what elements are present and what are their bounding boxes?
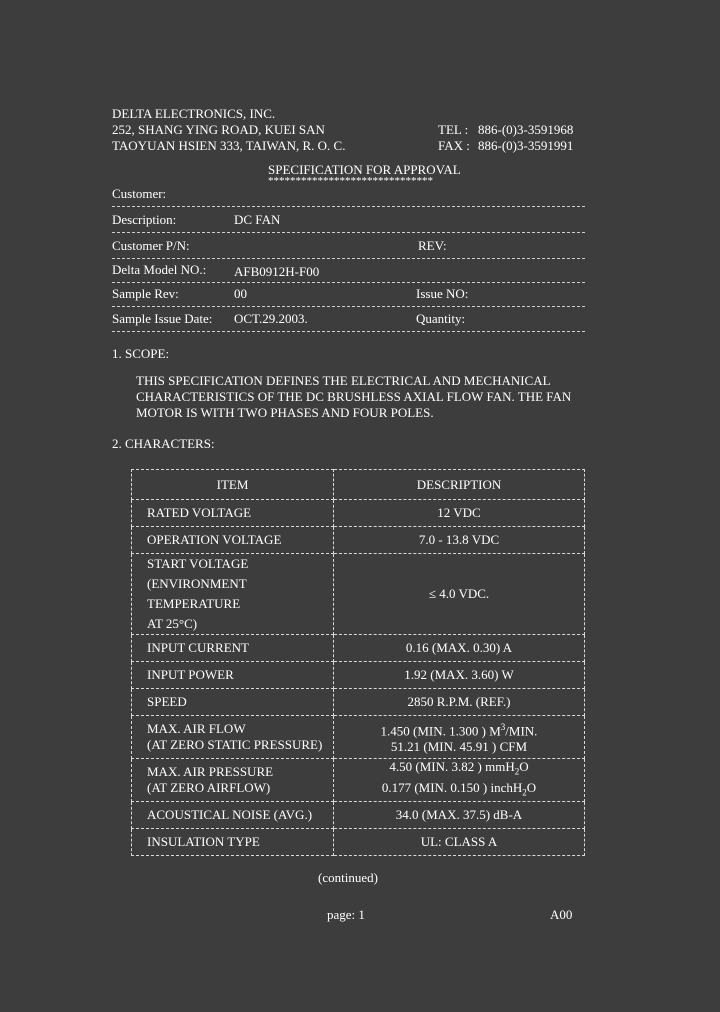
model-label: Delta Model NO.: (112, 262, 207, 277)
title-underline-stars: ****************************** (268, 175, 433, 187)
table-row (132, 802, 585, 829)
customer-label: Customer: (112, 186, 167, 201)
row-item: OPERATION VOLTAGE (132, 527, 334, 554)
row-description: 12 VDC (334, 500, 585, 527)
subscript: 2 (514, 767, 520, 777)
row-item-line: (AT ZERO STATIC PRESSURE) (147, 737, 323, 752)
row-item: INPUT POWER (132, 662, 334, 689)
row-item: ACOUSTICAL NOISE (AVG.) (132, 802, 334, 829)
row-description: 2850 R.P.M. (REF.) (334, 689, 585, 716)
sample-rev-value: 00 (234, 286, 247, 301)
row-item: SPEED (132, 689, 334, 716)
row-item-line: MAX. AIR FLOW (147, 721, 246, 736)
row-description-line: 51.21 (MIN. 45.91 ) CFM (390, 739, 528, 755)
issue-date-label: Sample Issue Date: (112, 311, 213, 326)
row-description-line (334, 719, 584, 739)
table-row (132, 689, 585, 716)
row-description (334, 716, 585, 759)
sample-rev-label: Sample Rev: (112, 286, 179, 301)
desc-text: 1.450 (MIN. 1.300 ) M (380, 723, 501, 739)
row-description: UL: CLASS A (334, 829, 585, 856)
table-row (132, 635, 585, 662)
description-value: DC FAN (234, 212, 281, 227)
issue-no-label: Issue NO: (416, 286, 469, 301)
table-row (132, 500, 585, 527)
tel-label: TEL : (438, 122, 469, 137)
divider (112, 206, 585, 207)
row-description: 1.92 (MAX. 3.60) W (334, 662, 585, 689)
tel-number: 886-(0)3-3591968 (478, 122, 574, 137)
desc-text: O (526, 780, 537, 795)
divider (112, 331, 585, 332)
fax-label: FAX : (438, 138, 470, 153)
row-description-line (334, 780, 584, 801)
page-title: SPECIFICATION FOR APPROVAL (268, 162, 461, 177)
scope-text-line: MOTOR IS WITH TWO PHASES AND FOUR POLES. (136, 405, 434, 420)
address-line-1: 252, SHANG YING ROAD, KUEI SAN (112, 122, 325, 137)
row-item-line: (ENVIRONMENT TEMPERATURE (147, 576, 247, 611)
page-number: page: 1 (327, 907, 365, 922)
table-row (132, 829, 585, 856)
continued-note: (continued) (318, 870, 378, 885)
row-description-line (334, 759, 584, 780)
characters-table (131, 469, 585, 856)
description-label: Description: (112, 212, 177, 227)
table-row (132, 554, 585, 635)
row-item-line: AT 25°C) (147, 616, 198, 631)
table-row (132, 662, 585, 689)
desc-text: /MIN. (505, 723, 538, 739)
row-item-line: MAX. AIR PRESSURE (147, 764, 274, 779)
row-description: 0.16 (MAX. 0.30) A (334, 635, 585, 662)
row-description: ≤ 4.0 VDC. (334, 554, 585, 635)
col-item-header: ITEM (132, 470, 334, 500)
desc-text: 0.177 (MIN. 0.150 ) inchH (381, 780, 523, 795)
scope-text-line: CHARACTERISTICS OF THE DC BRUSHLESS AXIAL FLOW FAN. THE FAN (136, 389, 572, 404)
divider (112, 258, 585, 259)
row-item-line: START VOLTAGE (147, 556, 249, 571)
col-description-header: DESCRIPTION (334, 470, 585, 500)
row-description (334, 759, 585, 802)
row-item (132, 554, 334, 635)
table-row (132, 759, 585, 802)
divider (112, 232, 585, 233)
row-item: RATED VOLTAGE (132, 500, 334, 527)
company-name: DELTA ELECTRONICS, INC. (112, 106, 276, 121)
table-row (132, 716, 585, 759)
divider (112, 306, 585, 307)
scope-heading: 1. SCOPE: (112, 346, 170, 361)
characters-heading: 2. CHARACTERS: (112, 436, 215, 451)
table-header-row (132, 470, 585, 500)
table-row (132, 527, 585, 554)
row-item (132, 716, 334, 759)
scope-text-line: THIS SPECIFICATION DEFINES THE ELECTRICAL AND MECHANICAL (136, 373, 551, 388)
revision-code: A00 (550, 907, 573, 922)
model-value: AFB0912H-F00 (234, 264, 320, 279)
address-line-2: TAOYUAN HSIEN 333, TAIWAN, R. O. C. (112, 138, 346, 153)
issue-date-value: OCT.29.2003. (234, 311, 308, 326)
row-description: 7.0 - 13.8 VDC (334, 527, 585, 554)
subscript: 2 (522, 787, 527, 798)
row-item: INSULATION TYPE (132, 829, 334, 856)
superscript: 3 (500, 721, 506, 732)
rev-label: REV: (418, 238, 447, 253)
desc-text: O (519, 759, 529, 775)
fax-number: 886-(0)3-3591991 (478, 138, 574, 153)
quantity-label: Quantity: (416, 311, 466, 326)
row-description: 34.0 (MAX. 37.5) dB-A (334, 802, 585, 829)
row-item: INPUT CURRENT (132, 635, 334, 662)
row-item (132, 759, 334, 802)
customer-pn-label: Customer P/N: (112, 238, 190, 253)
divider (112, 282, 585, 283)
row-item-line: (AT ZERO AIRFLOW) (147, 780, 271, 795)
desc-text: 4.50 (MIN. 3.82 ) mmH (389, 759, 515, 775)
